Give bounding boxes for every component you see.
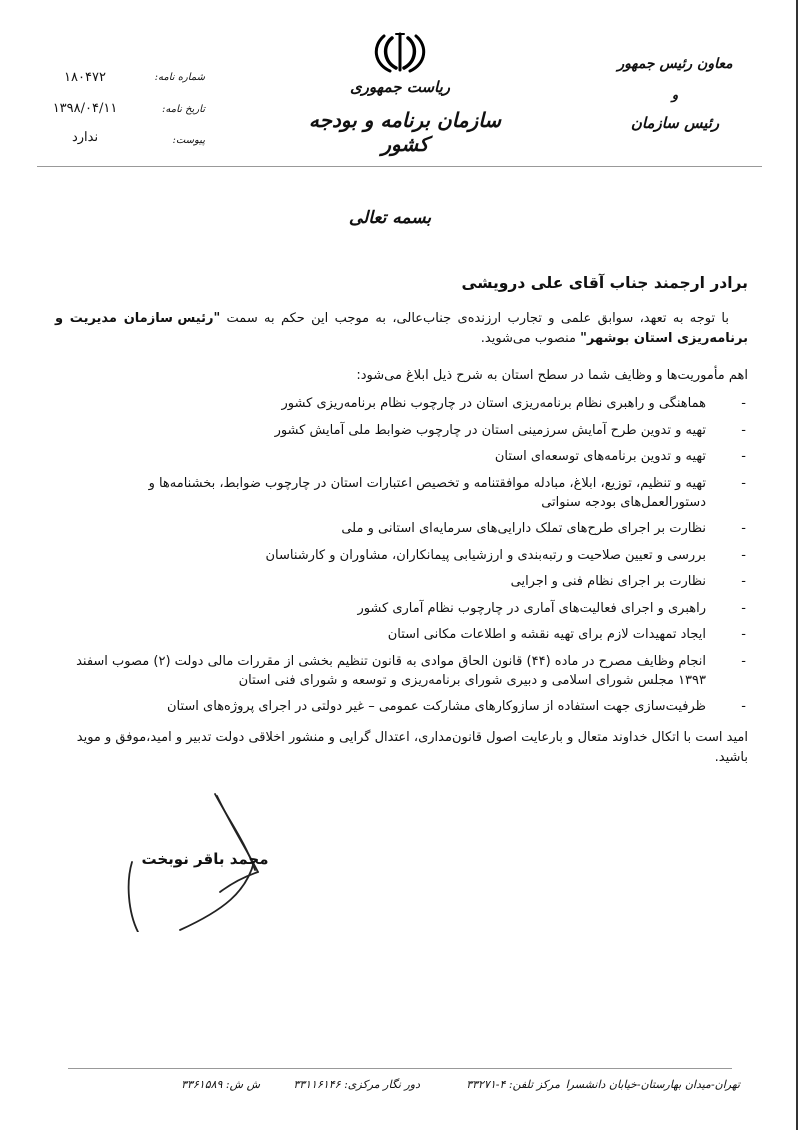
sender-role-line-1: معاون رئیس جمهور [617, 56, 733, 72]
attachment-label: پیوست: [172, 135, 205, 146]
sender-role-line-3: رئیس سازمان [630, 114, 720, 132]
bullet-dash: - [741, 547, 746, 563]
bullet-dash: - [741, 574, 746, 589]
appointment-tail: منصوب می‌شوید. [480, 331, 581, 346]
duty-item [60, 625, 748, 644]
bullet-dash: - [741, 521, 746, 536]
bullet-dash: - [741, 699, 746, 714]
footer-phone: مرکز تلفن: ۴-۳۳۲۷۱ [466, 1078, 560, 1091]
footer-postal-code: ش ش: ۳۳۶۱۵۸۹ [181, 1078, 260, 1091]
duty-item [60, 519, 748, 538]
duty-item [60, 599, 748, 618]
presidency-title: ریاست جمهوری [349, 78, 451, 96]
duty-text: نظارت بر اجرای نظام فنی و اجرایی [510, 574, 706, 589]
duty-item [60, 474, 748, 512]
organization-title: سازمان برنامه و بودجه کشور [308, 108, 502, 156]
duty-item [60, 421, 748, 440]
letter-date-value: ۱۳۹۸/۰۴/۱۱ [52, 101, 118, 116]
bullet-dash: - [741, 653, 746, 669]
duty-text: تهیه و تنظیم، توزیع، ابلاغ، مبادله موافقتنامه و تخصیص اعتبارات استان در چارچوب ضوابط، بخشنامه‌ها و دستورالعمل‌های بودجه سنواتی [148, 475, 706, 510]
duty-item [60, 697, 748, 716]
signer-name: محمد باقر نوبخت [141, 850, 269, 868]
letter-date-label: تاریخ نامه: [162, 104, 205, 115]
footer-fax: دور نگار مرکزی: ۳۳۱۱۶۱۴۶ [293, 1078, 420, 1091]
duty-item [60, 394, 748, 413]
duty-item [60, 546, 748, 565]
duty-text: نظارت بر اجرای طرح‌های تملک دارایی‌های سرمایه‌ای استانی و ملی [341, 521, 706, 536]
duty-item [60, 652, 748, 690]
bullet-dash: - [741, 449, 746, 464]
page-edge [796, 0, 798, 1130]
duty-text: تهیه و تدوین طرح آمایش سرزمینی استان در چارچوب ضوابط ملی آمایش کشور [274, 422, 706, 438]
duty-text: راهبری و اجرای فعالیت‌های آماری در چارچوب نظام آماری کشور [357, 600, 706, 616]
attachment-value: ندارد [71, 130, 99, 145]
duty-item [60, 572, 748, 591]
bullet-dash: - [741, 396, 746, 411]
bullet-dash: - [741, 422, 746, 438]
invocation: بسمه تعالی [348, 208, 432, 228]
duty-text: بررسی و تعیین صلاحیت و رتبه‌بندی و ارزشیابی پیمانکاران، مشاوران و کارشناسان [265, 547, 706, 563]
header-divider [37, 166, 762, 167]
duty-text: هماهنگی و راهبری نظام برنامه‌ریزی استان در چارچوب نظام برنامه‌ریزی کشور [281, 396, 706, 411]
footer-divider [68, 1068, 732, 1069]
closing-paragraph: امید است با اتکال خداوند متعال و بارعایت اصول قانون‌مداری، اعتدال گرایی و منشور اخلاقی دولت تدبیر و امید،موفق و موید باشید. [76, 730, 748, 765]
sender-role-line-2: و [671, 88, 679, 103]
letter-number-value: ۱۸۰۴۷۲ [64, 70, 106, 85]
iran-emblem-icon [372, 28, 428, 74]
duties-list [60, 394, 748, 724]
duty-item [60, 447, 748, 466]
bullet-dash: - [741, 475, 746, 491]
duty-text: انجام وظایف مصرح در ماده (۴۴) قانون الحاق موادی به قانون تنظیم بخشی از مقررات مالی دولت (۲) مصوب اسفند ۱۳۹۳ مجلس شورای اسلامی و دبیری شورای برنامه‌ریزی و توسعه و شورای فنی استان [76, 653, 706, 688]
appointment-lead: با توجه به تعهد، سوابق علمی و تجارب ارزنده‌ی جناب‌عالی، به موجب این حکم به سمت [220, 311, 730, 326]
appointment-paragraph [55, 309, 748, 349]
bullet-dash: - [741, 600, 746, 616]
bullet-dash: - [741, 627, 746, 642]
appointment-position: "رئیس سازمان مدیریت و برنامه‌ریزی استان بوشهر" [55, 311, 748, 346]
footer-address: تهران-میدان بهارستان-خیابان دانشسرا [565, 1078, 740, 1091]
duty-text: تهیه و تدوین برنامه‌های توسعه‌ای استان [494, 449, 706, 464]
duty-text: ظرفیت‌سازی جهت استفاده از سازوکارهای مشارکت عمومی – غیر دولتی در اجرای پروژه‌های استان [166, 699, 706, 714]
duties-intro: اهم مأموریت‌ها و وظایف شما در سطح استان به شرح ذیل ابلاغ می‌شود: [356, 368, 748, 383]
letter-number-label: شماره نامه: [154, 72, 205, 83]
duty-text: ایجاد تمهیدات لازم برای تهیه نقشه و اطلاعات مکانی استان [387, 627, 706, 642]
salutation: برادر ارجمند جناب آقای علی درویشی [461, 274, 748, 292]
